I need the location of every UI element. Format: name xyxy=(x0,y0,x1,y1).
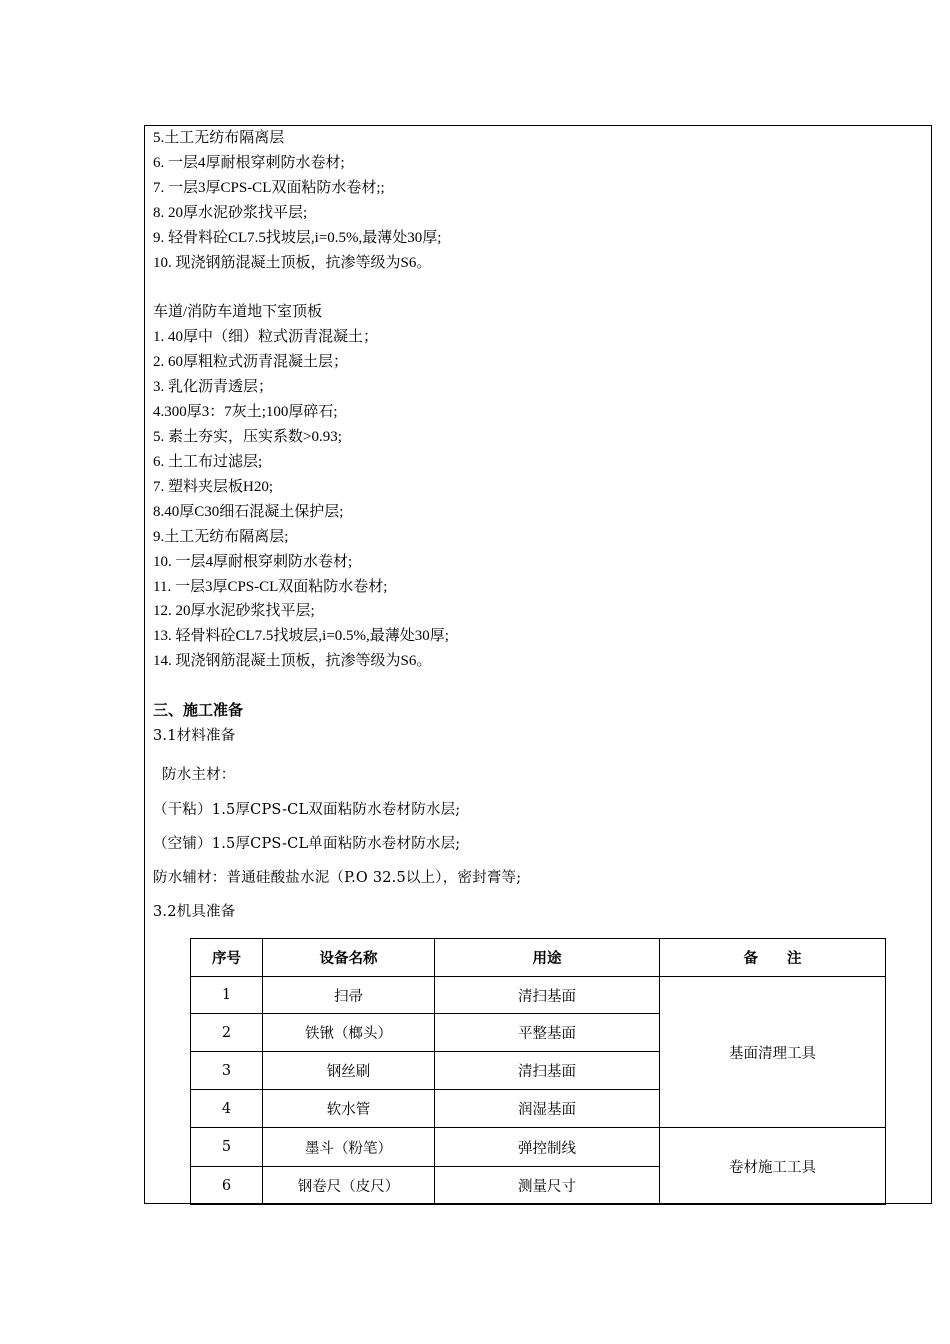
roof-line-7: 7. 一层3厚CPS-CL双面粘防水卷材;; xyxy=(153,180,385,196)
section-heading: 三、施工准备 xyxy=(153,703,244,719)
row-usage: 弹控制线 xyxy=(435,1128,660,1167)
lane-line-13: 13. 轻骨料砼CL7.5找坡层,i=0.5%,最薄处30厚; xyxy=(153,628,449,644)
group-note-cleaning: 基面清理工具 xyxy=(660,977,886,1128)
lane-line-7: 7. 塑料夹层板H20; xyxy=(153,479,274,495)
subsection-materials: 3.1材料准备 xyxy=(153,728,236,744)
lane-line-6: 6. 土工布过滤层; xyxy=(153,454,263,470)
lane-line-5: 5. 素土夯实，压实系数>0.93; xyxy=(153,429,342,445)
table-header-row xyxy=(191,939,886,977)
lane-line-8: 8.40厚C30细石混凝土保护层; xyxy=(153,504,344,520)
row-equipment: 钢卷尺（皮尺） xyxy=(263,1167,435,1205)
row-usage: 润湿基面 xyxy=(435,1090,660,1128)
lane-line-3: 3. 乳化沥青透层； xyxy=(153,379,274,395)
lane-line-11: 11. 一层3厚CPS-CL双面粘防水卷材; xyxy=(153,579,388,595)
lane-line-4: 4.300厚3：7灰土;100厚碎石; xyxy=(153,404,338,420)
main-material-2: （空铺）1.5厚CPS-CL单面粘防水卷材防水层; xyxy=(153,836,461,852)
row-index: 4 xyxy=(191,1090,263,1128)
header-notes: 备 注 xyxy=(660,939,886,977)
row-equipment: 钢丝刷 xyxy=(263,1052,435,1090)
row-index: 3 xyxy=(191,1052,263,1090)
row-index: 6 xyxy=(191,1167,263,1205)
lane-line-14: 14. 现浇钢筋混凝土顶板，抗渗等级为S6。 xyxy=(153,653,432,669)
header-usage: 用途 xyxy=(435,939,660,977)
roof-line-5: 5.土工无纺布隔离层 xyxy=(153,130,285,146)
row-index: 5 xyxy=(191,1128,263,1167)
subsection-tools: 3.2机具准备 xyxy=(153,904,236,920)
lane-title: 车道/消防车道地下室顶板 xyxy=(153,304,323,320)
main-material-1: （干粘）1.5厚CPS-CL双面粘防水卷材防水层; xyxy=(153,802,461,818)
row-usage: 平整基面 xyxy=(435,1014,660,1052)
group-note-membrane: 卷材施工工具 xyxy=(660,1128,886,1205)
roof-line-6: 6. 一层4厚耐根穿刺防水卷材; xyxy=(153,155,345,171)
row-equipment: 墨斗（粉笔） xyxy=(263,1128,435,1167)
lane-line-10: 10. 一层4厚耐根穿刺防水卷材; xyxy=(153,554,353,570)
row-equipment: 铁锹（榔头） xyxy=(263,1014,435,1052)
row-usage: 测量尺寸 xyxy=(435,1167,660,1205)
roof-line-8: 8. 20厚水泥砂浆找平层; xyxy=(153,205,308,221)
header-equipment-name: 设备名称 xyxy=(263,939,435,977)
table-row xyxy=(191,1128,886,1167)
lane-line-2: 2. 60厚粗粒式沥青混凝土层； xyxy=(153,354,349,370)
roof-line-9: 9. 轻骨料砼CL7.5找坡层,i=0.5%,最薄处30厚; xyxy=(153,230,442,246)
header-index: 序号 xyxy=(191,939,263,977)
row-index: 1 xyxy=(191,977,263,1014)
row-equipment: 软水管 xyxy=(263,1090,435,1128)
lane-line-12: 12. 20厚水泥砂浆找平层; xyxy=(153,603,315,619)
lane-line-9: 9.土工无纺布隔离层; xyxy=(153,529,289,545)
row-usage: 清扫基面 xyxy=(435,1052,660,1090)
main-material-label: 防水主材： xyxy=(162,767,236,783)
aux-material: 防水辅材：普通硅酸盐水泥（P.O 32.5以上），密封膏等; xyxy=(153,870,522,886)
row-index: 2 xyxy=(191,1014,263,1052)
row-usage: 清扫基面 xyxy=(435,977,660,1014)
roof-line-10: 10. 现浇钢筋混凝土顶板，抗渗等级为S6。 xyxy=(153,255,432,271)
table-row xyxy=(191,977,886,1014)
row-equipment: 扫帚 xyxy=(263,977,435,1014)
lane-line-1: 1. 40厚中（细）粒式沥青混凝土； xyxy=(153,329,379,345)
equipment-table xyxy=(190,938,886,1205)
